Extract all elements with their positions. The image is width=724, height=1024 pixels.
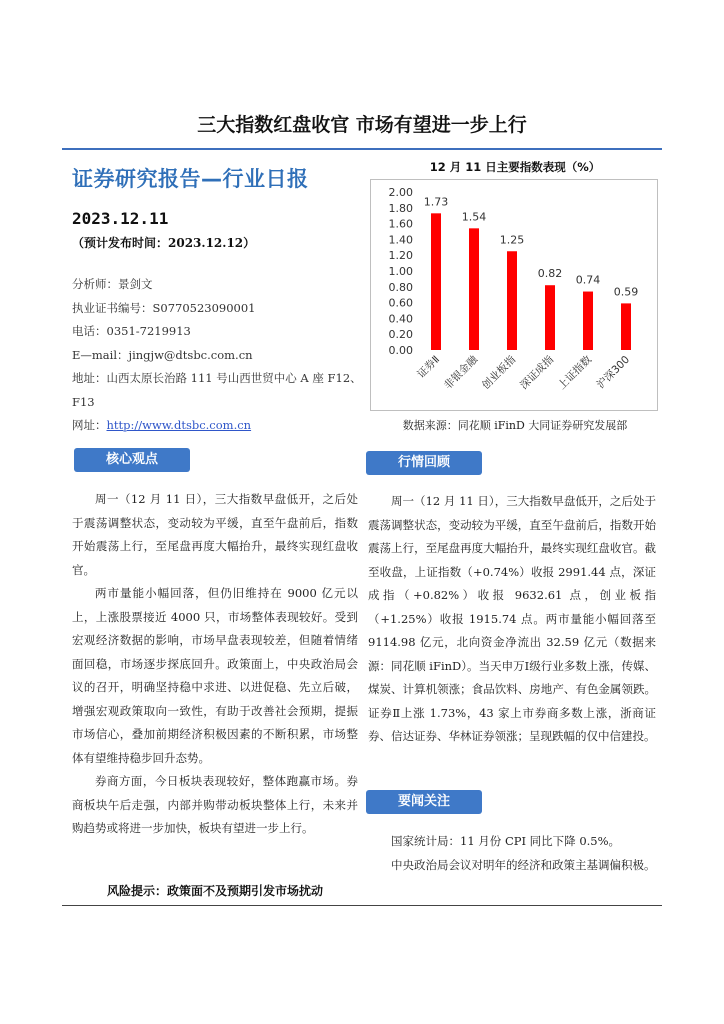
- y-tick-label: 2.00: [388, 186, 413, 199]
- core-paragraph: 周一（12 月 11 日），三大指数早盘低开，之后处于震荡调整状态，变动较为平缓，直至午盘前后，指数开始震荡上行，至尾盘再度大幅抬升，最终实现红盘收官。: [72, 492, 358, 577]
- y-tick-label: 1.80: [388, 201, 413, 215]
- index-chart: [370, 155, 660, 432]
- website: [72, 414, 362, 438]
- core-paragraphs: [72, 488, 358, 841]
- chart-bar: [621, 303, 631, 350]
- core-paragraph: 券商方面，今日板块表现较好，整体跑赢市场。券商板块午后走强，内部并购带动板块整体上行，未来并购趋势或将进一步加快，板块有望进一步上行。: [72, 774, 358, 835]
- core-paragraph: 两市量能小幅回落，但仍旧维持在 9000 亿元以上，上涨股票接近 4000 只，市场整体表现较好。受到宏观经济数据的影响，市场早盘表现较差，但随着情绪面回稳，市场逐步探底回升。政策面上，中央政治局会议的召开，明确坚持稳中求进、以进促稳、先立后破，增强宏观政策取向一致性，有助于改善社会预期，提振市场信心，叠加前期经济积极因素的不断积累，市场整体有望维持稳步回升态势。: [72, 586, 358, 765]
- title-divider: [62, 148, 662, 150]
- website-link[interactable]: http://www.dtsbc.com.cn: [106, 418, 252, 432]
- news-block: [368, 830, 656, 877]
- bar-value-label: 1.54: [461, 210, 487, 224]
- y-tick-label: 1.20: [388, 249, 413, 263]
- address: 地址：山西太原长治路 111 号山西世贸中心 A 座 F12、F13: [72, 371, 362, 409]
- review-heading: 行情回顾: [366, 451, 482, 475]
- chart-bar: [583, 292, 593, 350]
- cert-number: 执业证书编号：S0770523090001: [72, 300, 256, 315]
- core-heading: 核心观点: [74, 448, 190, 472]
- page-title: 三大指数红盘收官 市场有望进一步上行: [197, 114, 527, 136]
- report-date: 2023.12.11: [72, 209, 169, 228]
- y-tick-label: 0.40: [388, 312, 413, 326]
- x-category-label: 深证成指: [517, 353, 557, 392]
- chart-bar: [545, 285, 555, 350]
- news-paragraph: 国家统计局：11 月份 CPI 同比下降 0.5%。: [391, 834, 621, 848]
- chart-bar: [431, 213, 441, 350]
- y-tick-label: 0.60: [388, 296, 413, 310]
- risk-warning: 风险提示：政策面不及预期引发市场扰动: [106, 884, 323, 898]
- bottom-divider: [62, 905, 662, 906]
- chart-svg: [371, 180, 657, 410]
- chart-source: 数据来源：同花顺 iFinD 大同证券研究发展部: [402, 419, 628, 432]
- analyst-name: 分析师：景剑文: [72, 277, 153, 291]
- chart-title: 12 月 11 日主要指数表现（%）: [429, 160, 601, 174]
- review-block: [368, 490, 656, 749]
- bar-value-label: 1.73: [423, 195, 449, 209]
- release-time: （预计发布时间：2023.12.12）: [72, 236, 256, 250]
- review-paragraph: 周一（12 月 11 日），三大指数早盘低开，之后处于震荡调整状态，变动较为平缓，直至午盘前后，指数开始震荡上行，至尾盘再度大幅抬升，最终实现红盘收官。截至收盘，上证指数（+0.74%）收报 2991.44 点，深证成指（+0.82%）收报 9632.61 点，创业板指（+1.25%）收报 1915.74 点。两市量能小幅回落至 9114.98 亿元，北向资金净流出 32.59 亿元（数据来源：同花顺 iFinD）。当天申万Ⅰ级行业多数上涨，传媒、煤炭、计算机领涨；食品饮料、房地产、有色金属领跌。证券Ⅱ上涨 1.73%，43 家上市券商多数上涨，浙商证券、信达证券、华林证券领涨；呈现跌幅的仅中信建投。: [368, 494, 656, 743]
- x-category-label: 创业板指: [479, 353, 519, 392]
- y-tick-label: 0.80: [388, 280, 413, 294]
- email: E—mail：jingjw@dtsbc.com.cn: [72, 347, 253, 362]
- chart-frame: [370, 179, 658, 411]
- chart-bar: [507, 251, 517, 350]
- x-category-label: 证券Ⅱ: [415, 353, 443, 381]
- bar-value-label: 0.74: [575, 273, 601, 287]
- x-category-label: 非银金融: [441, 353, 481, 392]
- report-title: 证券研究报告—行业日报: [72, 167, 309, 191]
- analyst-info: [72, 273, 362, 438]
- y-tick-label: 1.40: [388, 233, 413, 247]
- phone: 电话：0351-7219913: [72, 324, 191, 338]
- y-tick-label: 0.00: [388, 344, 413, 357]
- news-paragraph: 中央政治局会议对明年的经济和政策主基调偏积极。: [391, 857, 656, 872]
- chart-bar: [469, 228, 479, 350]
- bar-value-label: 1.25: [499, 233, 525, 247]
- website-label: 网址：: [72, 418, 107, 432]
- y-tick-label: 1.60: [388, 217, 413, 231]
- bar-value-label: 0.82: [537, 267, 563, 281]
- x-category-label: 沪深300: [594, 353, 633, 392]
- x-category-label: 上证指数: [555, 353, 595, 392]
- news-heading: 要闻关注: [366, 790, 482, 814]
- y-tick-label: 1.00: [388, 265, 413, 278]
- y-tick-label: 0.20: [388, 328, 413, 342]
- bar-value-label: 0.59: [613, 285, 639, 299]
- report-info-block: [72, 155, 362, 438]
